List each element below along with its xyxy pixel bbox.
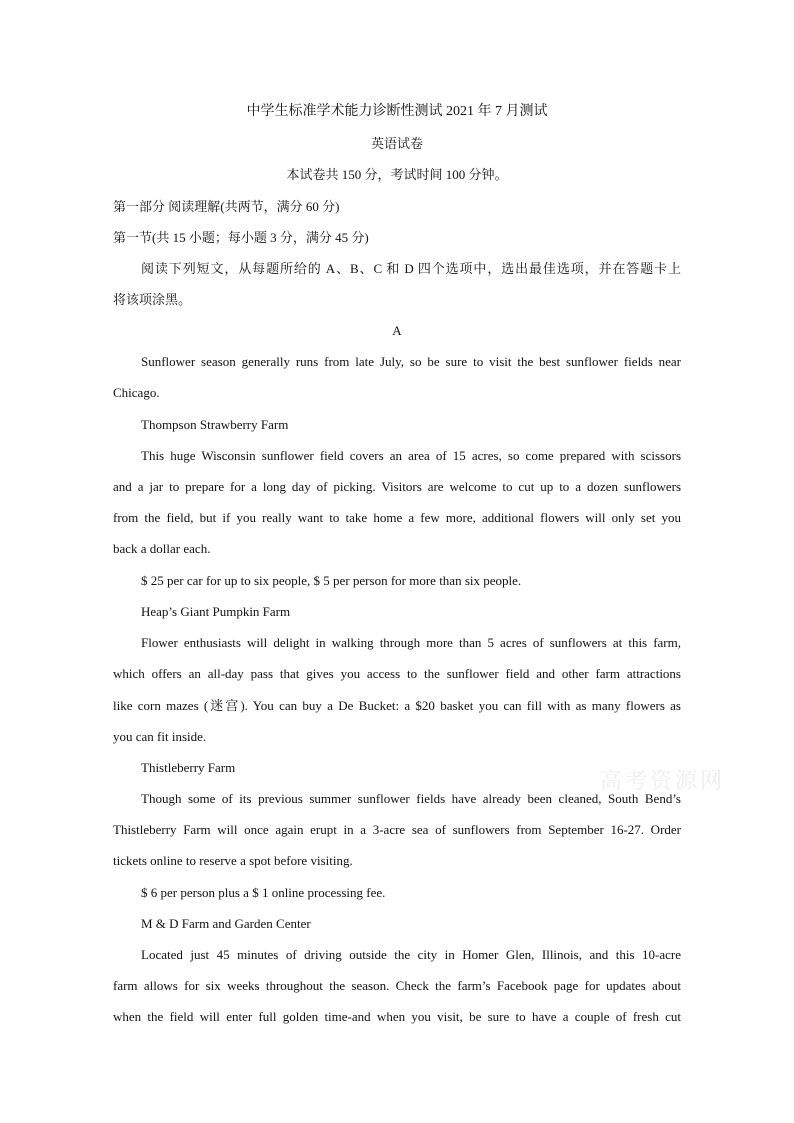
farm2-line-3: like corn mazes (迷宫). You can buy a De Bucket: a $20 basket you can fill with as many flowers as <box>113 698 681 713</box>
farm3-price: $ 6 per person plus a $ 1 online processing fee. <box>141 885 386 900</box>
farm4-line-3: when the field will enter full golden time-and when you visit, be sure to have a couple of fresh cut <box>113 1009 681 1024</box>
farm1-price: $ 25 per car for up to six people, $ 5 per person for more than six people. <box>141 573 522 588</box>
farm1-line-2: and a jar to prepare for a long day of picking. Visitors are welcome to cut up to a dozen sunflowers <box>113 479 681 494</box>
farm-name-thompson: Thompson Strawberry Farm <box>141 417 289 432</box>
farm2-line-4: you can fit inside. <box>113 729 207 744</box>
passage-label: A <box>392 323 402 338</box>
part-heading: 第一部分 阅读理解(共两节，满分 60 分) <box>113 199 340 214</box>
farm-name-md: M & D Farm and Garden Center <box>141 916 311 931</box>
farm-name-thistleberry: Thistleberry Farm <box>141 760 236 775</box>
farm1-line-4: back a dollar each. <box>113 541 211 556</box>
exam-title: 中学生标准学术能力诊断性测试 2021 年 7 月测试 <box>246 104 548 119</box>
intro-line-1: Sunflower season generally runs from late July, so be sure to visit the best sunflower fields near <box>141 354 681 369</box>
watermark-text: 高考资源网 <box>600 769 726 794</box>
farm3-line-1: Though some of its previous summer sunflower fields have already been cleaned, South Bend’s <box>141 791 681 806</box>
section-heading: 第一节(共 15 小题；每小题 3 分，满分 45 分) <box>113 230 369 245</box>
farm2-line-1: Flower enthusiasts will delight in walking through more than 5 acres of sunflowers at this farm, <box>141 635 681 650</box>
instruction-line-1: 阅读下列短文，从每题所给的 A、B、C 和 D 四个选项中，选出最佳选项，并在答题卡上 <box>141 261 681 276</box>
farm3-line-2: Thistleberry Farm will once again erupt in a 3-acre sea of sunflowers from September 16-27. Order <box>113 822 681 837</box>
farm3-line-3: tickets online to reserve a spot before visiting. <box>113 853 353 868</box>
farm-name-heaps: Heap’s Giant Pumpkin Farm <box>141 604 291 619</box>
farm1-line-3: from the field, but if you really want to take home a few more, additional flowers will only set you <box>113 510 681 525</box>
instruction-line-2: 将该项涂黑。 <box>113 292 192 307</box>
farm1-line-1: This huge Wisconsin sunflower field covers an area of 15 acres, so come prepared with scissors <box>141 448 681 463</box>
farm2-line-2: which offers an all-day pass that gives you access to the sunflower field and other farm attractions <box>113 666 681 681</box>
intro-line-2: Chicago. <box>113 385 160 400</box>
farm4-line-1: Located just 45 minutes of driving outside the city in Homer Glen, Illinois, and this 10-acre <box>141 947 681 962</box>
farm4-line-2: farm allows for six weeks throughout the season. Check the farm’s Facebook page for updates about <box>113 978 681 993</box>
exam-info: 本试卷共 150 分，考试时间 100 分钟。 <box>286 167 508 182</box>
exam-subject: 英语试卷 <box>370 136 423 151</box>
